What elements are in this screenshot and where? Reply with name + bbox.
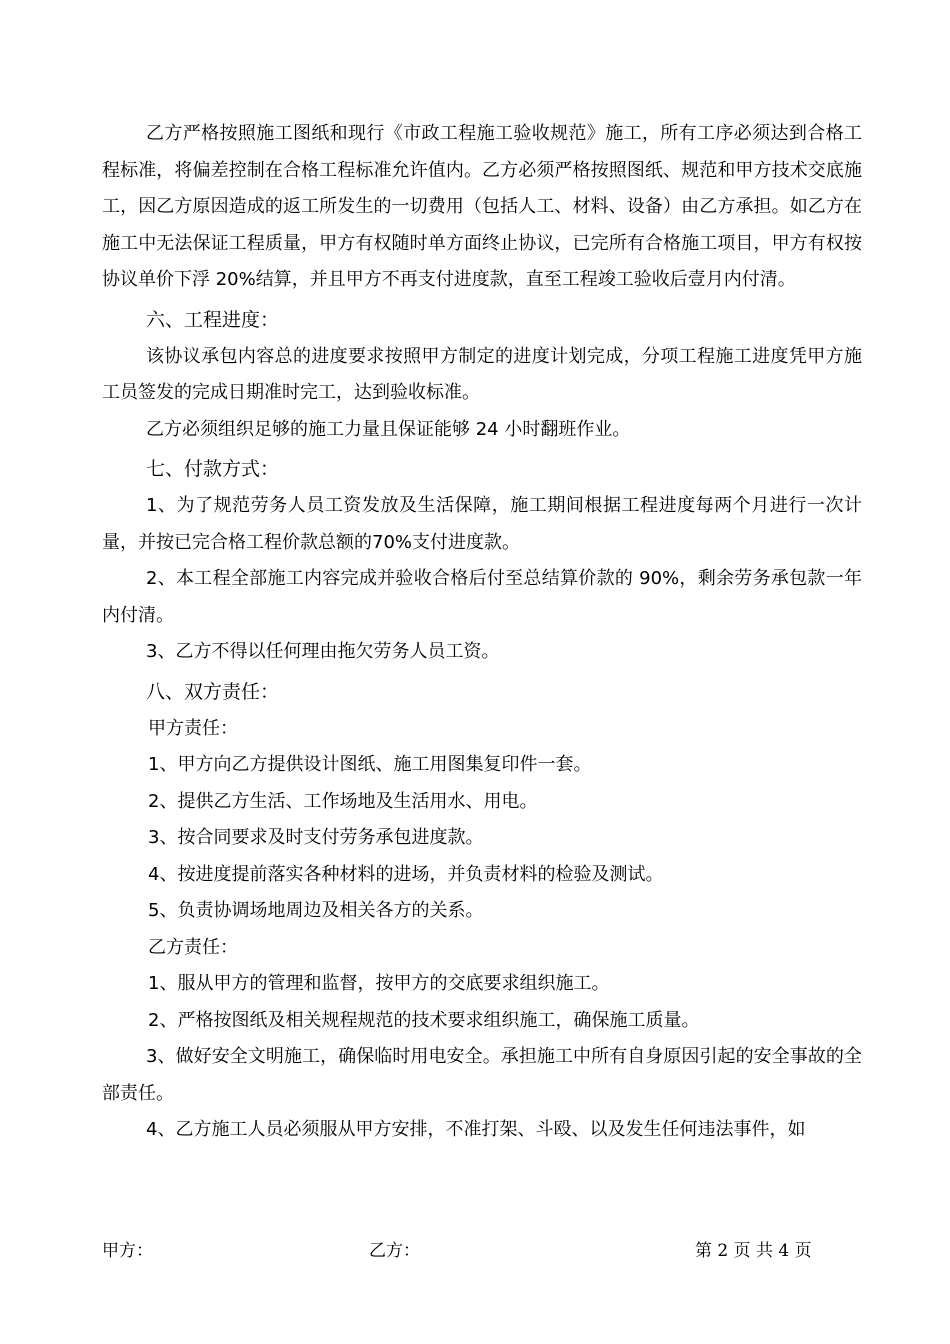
section6-heading: 六、工程进度： [146, 308, 280, 331]
party-b-responsibility-label: 乙方责任： [148, 936, 238, 958]
party-a-item-4: 4、按进度提前落实各种材料的进场，并负责材料的检验及测试。 [148, 863, 664, 885]
section7-item-1: 1、为了规范劳务人员工资发放及生活保障，施工期间根据工程进度每两个月进行一次计量，并按已完合格工程价款总额的70%支付进度款。 [102, 495, 862, 553]
section6-paragraph-2: 乙方必须组织足够的施工力量且保证能够 24 小时翻班作业。 [146, 418, 631, 440]
section5-paragraph: 乙方严格按照施工图纸和现行《市政工程施工验收规范》施工，所有工序必须达到合格工程标准，将偏差控制在合格工程标准允许值内。乙方必须严格按照图纸、规范和甲方技术交底施工，因乙方原因造成的返工所发生的一切费用（包括人工、材料、设备）由乙方承担。如乙方在施工中无法保证工程质量，甲方有权随时单方面终止协议，已完所有合格施工项目，甲方有权按协议单价下浮 20%结算，并且甲方不再支付进度款，直至工程竣工验收后壹月内付清。 [102, 123, 862, 290]
party-a-responsibility-label: 甲方责任： [148, 717, 238, 739]
party-b-item-2: 2、严格按图纸及相关规程规范的技术要求组织施工，确保施工质量。 [148, 1009, 700, 1031]
party-b-item-4: 4、乙方施工人员必须服从甲方安排，不准打架、斗殴、以及发生任何违法事件，如 [146, 1119, 806, 1140]
section6-paragraph-1: 该协议承包内容总的进度要求按照甲方制定的进度计划完成，分项工程施工进度凭甲方施工员签发的完成日期准时完工，达到验收标准。 [102, 345, 862, 403]
party-b-item-3: 3、做好安全文明施工，确保临时用电安全。承担施工中所有自身原因引起的安全事故的全部责任。 [102, 1046, 862, 1104]
footer-party-a-signature: 甲方： [102, 1241, 153, 1261]
document-body [102, 116, 862, 1149]
party-a-item-2: 2、提供乙方生活、工作场地及生活用水、用电。 [148, 790, 538, 812]
section8-heading: 八、双方责任： [146, 680, 280, 703]
section7-item-2: 2、本工程全部施工内容完成并验收合格后付至总结算价款的 90%，剩余劳务承包款一年内付清。 [102, 568, 862, 626]
footer-party-b-signature: 乙方： [369, 1241, 420, 1261]
footer-page-number: 第 2 页 共 4 页 [695, 1241, 812, 1261]
section7-item-3: 3、乙方不得以任何理由拖欠劳务人员工资。 [146, 641, 500, 662]
party-a-item-5: 5、负责协调场地周边及相关各方的关系。 [148, 900, 484, 921]
party-a-item-3: 3、按合同要求及时支付劳务承包进度款。 [148, 827, 484, 848]
party-a-item-1: 1、甲方向乙方提供设计图纸、施工用图集复印件一套。 [148, 754, 592, 775]
party-b-item-1: 1、服从甲方的管理和监督，按甲方的交底要求组织施工。 [148, 973, 610, 994]
section7-heading: 七、付款方式： [146, 458, 280, 480]
